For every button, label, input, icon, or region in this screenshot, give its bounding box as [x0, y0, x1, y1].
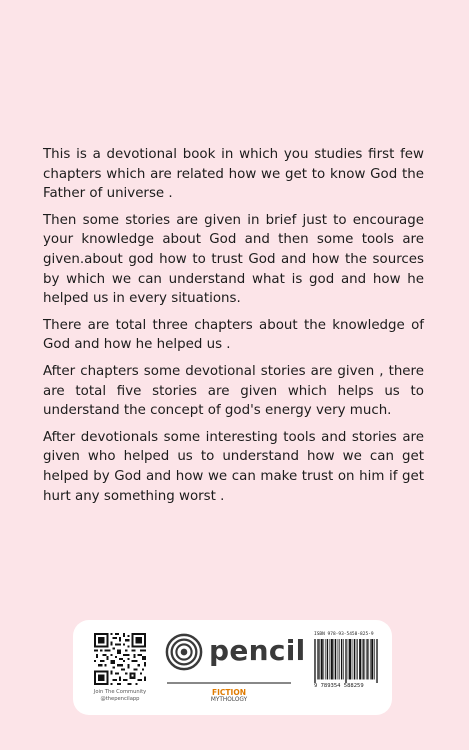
back-cover-blurb — [43, 145, 424, 513]
blurb-paragraph: This is a devotional book in which you studies first few chapters which are related how we get to know God the Father of universe . — [43, 147, 424, 202]
community-handle: @thepencilapp — [100, 695, 140, 702]
blurb-paragraph: After chapters some devotional stories are given , there are total five stories are given which helps us to understand the concept of god's energy very much. — [43, 363, 424, 419]
subgenre-label: MYTHOLOGY — [210, 697, 248, 703]
barcode-icon — [314, 639, 378, 683]
publisher-name: pencil — [209, 634, 306, 667]
isbn-number: 9 789354 588259 — [314, 683, 364, 689]
qr-code[interactable] — [94, 633, 146, 685]
genre-label: FICTION — [212, 688, 246, 697]
publisher-footer-card — [73, 620, 392, 715]
divider — [167, 682, 291, 684]
blurb-paragraph: Then some stories are given in brief just to encourage your knowledge about God and then some tools are given.about god how to trust God and how the sources by which we can understand what is god and how he helped us in every situations. — [43, 212, 424, 307]
pencil-logo-icon — [165, 633, 203, 671]
isbn-label: ISBN 978-93-5458-825-9 — [314, 632, 374, 637]
isbn-barcode-block — [314, 632, 378, 690]
blurb-paragraph: After devotionals some interesting tools and stories are given who helped us to understand how we can get helped by God and how we can make trust on him if get hurt any something worst . — [43, 429, 424, 504]
community-text — [90, 689, 150, 702]
blurb-paragraph: There are total three chapters about the knowledge of God and how he helped us . — [43, 317, 424, 353]
community-join-label: Join The Community — [93, 689, 147, 695]
qr-block — [90, 633, 150, 702]
